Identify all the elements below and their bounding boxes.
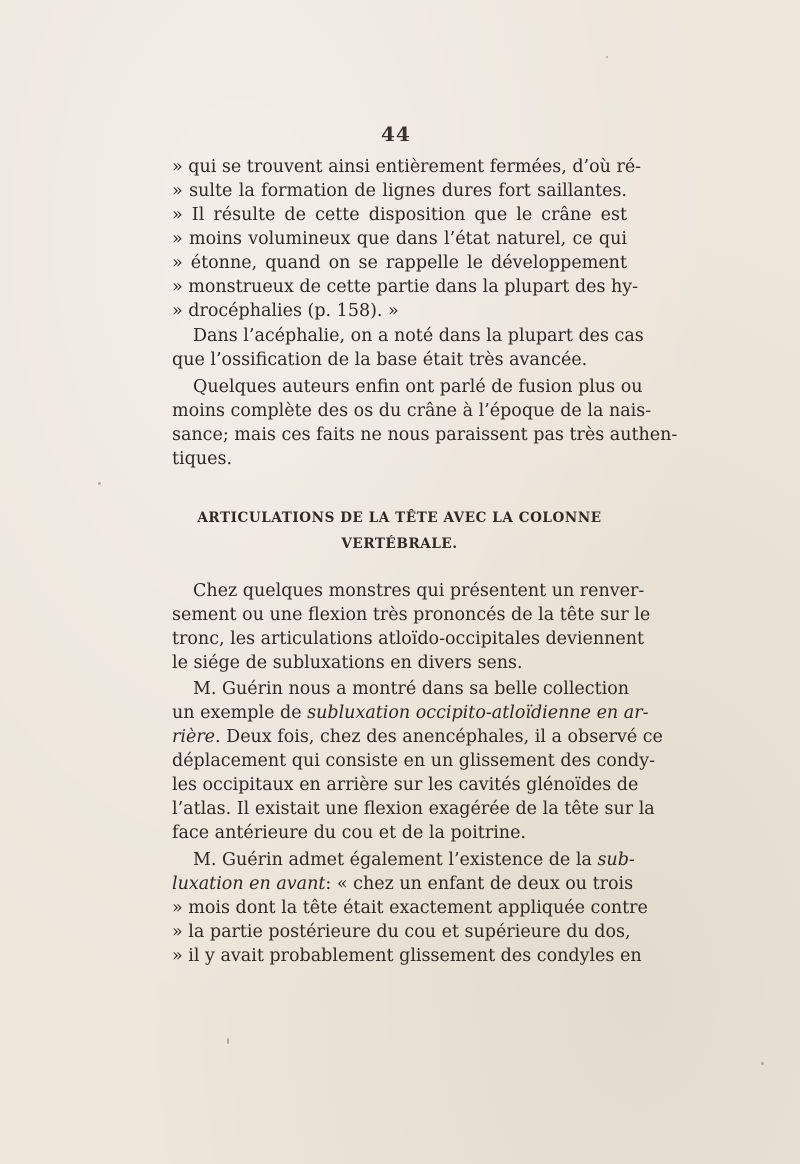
text-line: tronc, les articulations atloïdo-occipitales deviennent xyxy=(172,629,645,649)
text-span: M. Guérin admet également l’existence de la xyxy=(193,850,598,870)
paper-speck xyxy=(98,482,101,485)
text-line: tiques. xyxy=(172,449,233,469)
text-line: » il y avait probablement glissement des condyles en xyxy=(172,946,642,966)
text-line: » étonne, quand on se rappelle le développement xyxy=(172,253,627,273)
text-line: » moins volumineux que dans l’état naturel, ce qui xyxy=(172,229,627,249)
text-line: les occipitaux en arrière sur les cavités glénoïdes de xyxy=(172,775,639,795)
italic-term: luxation en avant xyxy=(172,874,326,894)
text-line: » mois dont la tête était exactement appliquée contre xyxy=(172,898,648,918)
text-line: sement ou une flexion très prononcés de la tête sur le xyxy=(172,605,651,625)
text-line xyxy=(172,872,634,896)
text-span: : « chez un enfant de deux ou trois xyxy=(325,874,634,894)
text-span: . Deux fois, chez des anencéphales, il a observé ce xyxy=(215,727,663,747)
paper-speck xyxy=(606,56,608,58)
text-line: » qui se trouvent ainsi entièrement fermées, d’où ré- xyxy=(172,157,642,177)
text-span: un exemple de xyxy=(172,703,308,723)
section-heading-continued: VERTÉBRALE. xyxy=(341,536,458,552)
section-heading: ARTICULATIONS DE LA TÊTE AVEC LA COLONNE xyxy=(197,510,602,526)
paragraph-first-line: Quelques auteurs enfin ont parlé de fusion plus ou xyxy=(193,377,643,397)
italic-term: rière xyxy=(172,727,216,747)
paragraph-first-line: Dans l’acéphalie, on a noté dans la plupart des cas xyxy=(193,326,644,346)
text-line: déplacement qui consiste en un glissement des condy- xyxy=(172,751,656,771)
italic-term: sub- xyxy=(597,850,635,870)
paragraph-first-line: Chez quelques monstres qui présentent un renver- xyxy=(193,581,645,601)
text-line xyxy=(172,725,663,749)
paragraph-first-line xyxy=(193,848,635,872)
text-line: l’atlas. Il existait une flexion exagérée de la tête sur la xyxy=(172,799,655,819)
text-line: » drocéphalies (p. 158). » xyxy=(172,301,399,321)
text-line xyxy=(172,701,649,725)
text-line: » la partie postérieure du cou et supérieure du dos, xyxy=(172,922,631,942)
page-number: 44 xyxy=(381,122,411,146)
italic-term: subluxation occipito-atloïdienne en ar- xyxy=(307,703,649,723)
text-line: le siége de subluxations en divers sens. xyxy=(172,653,523,673)
text-line: » monstrueux de cette partie dans la plupart des hy- xyxy=(172,277,639,297)
paper-speck xyxy=(761,1062,764,1065)
text-line: sance; mais ces faits ne nous paraissent pas très authen- xyxy=(172,425,678,445)
text-line: face antérieure du cou et de la poitrine. xyxy=(172,823,526,843)
text-line: » Il résulte de cette disposition que le crâne est xyxy=(172,205,627,225)
paragraph-first-line: M. Guérin nous a montré dans sa belle collection xyxy=(193,679,630,699)
text-line: » sulte la formation de lignes dures fort saillantes. xyxy=(172,181,627,201)
text-line: que l’ossification de la base était très avancée. xyxy=(172,350,588,370)
text-line: moins complète des os du crâne à l’époque de la nais- xyxy=(172,401,652,421)
paper-speck xyxy=(227,1038,229,1044)
